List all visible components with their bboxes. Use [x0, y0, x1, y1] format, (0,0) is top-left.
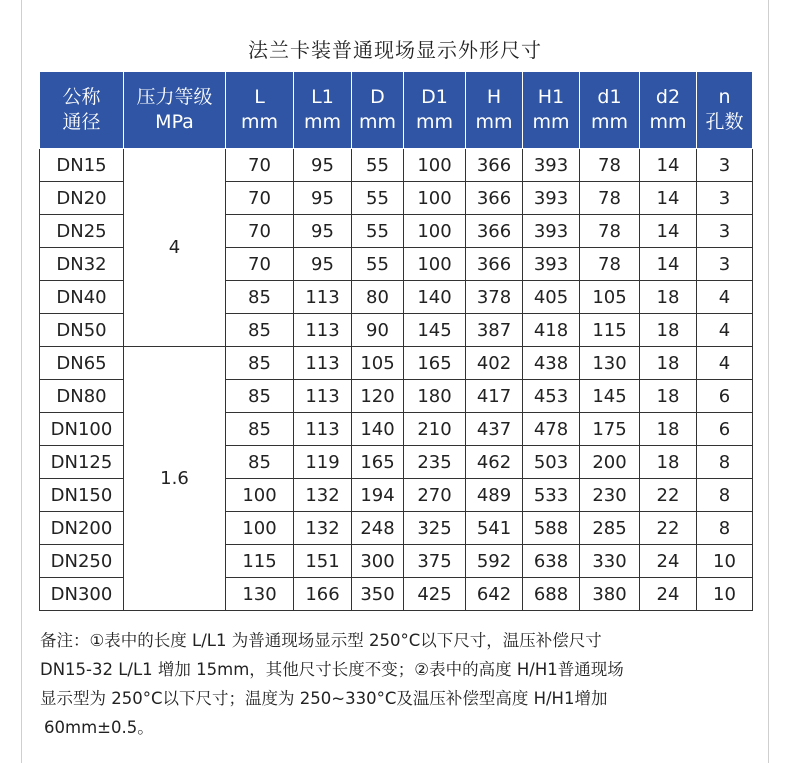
header-H1 [523, 72, 580, 149]
cell-nominal-diameter: DN125 [40, 446, 124, 479]
cell-L1: 95 [294, 215, 352, 248]
cell-L: 115 [226, 545, 294, 578]
header-text: mm [303, 111, 342, 133]
cell-H: 489 [466, 479, 523, 512]
cell-n: 8 [697, 446, 753, 479]
cell-D1: 375 [404, 545, 466, 578]
cell-d2: 14 [640, 215, 697, 248]
cell-H: 462 [466, 446, 523, 479]
cell-L1: 113 [294, 314, 352, 347]
cell-H1: 393 [523, 248, 580, 281]
cell-L: 130 [226, 578, 294, 611]
header-text: mm [649, 111, 687, 133]
cell-d2: 18 [640, 380, 697, 413]
header-n [697, 72, 753, 149]
cell-D: 120 [352, 380, 404, 413]
header-text: L [254, 86, 265, 108]
cell-H1: 405 [523, 281, 580, 314]
cell-D: 350 [352, 578, 404, 611]
cell-d2: 18 [640, 314, 697, 347]
page-title: 法兰卡装普通现场显示外形尺寸 [248, 38, 542, 62]
header-text: mm [358, 111, 397, 133]
left-border-line [21, 0, 22, 763]
header-text: 孔数 [705, 111, 744, 133]
cell-pressure-rating: 4 [124, 149, 226, 347]
cell-L: 70 [226, 149, 294, 182]
cell-D1: 140 [404, 281, 466, 314]
cell-H: 366 [466, 248, 523, 281]
cell-d1: 78 [580, 215, 640, 248]
table-row [40, 149, 753, 182]
cell-H1: 688 [523, 578, 580, 611]
cell-H1: 453 [523, 380, 580, 413]
cell-D: 105 [352, 347, 404, 380]
cell-nominal-diameter: DN150 [40, 479, 124, 512]
cell-d2: 22 [640, 479, 697, 512]
cell-n: 8 [697, 512, 753, 545]
cell-n: 6 [697, 380, 753, 413]
cell-n: 4 [697, 347, 753, 380]
cell-D1: 100 [404, 182, 466, 215]
header-text: H1 [537, 86, 565, 108]
dimension-table [39, 71, 753, 611]
cell-d1: 130 [580, 347, 640, 380]
cell-H: 437 [466, 413, 523, 446]
cell-H1: 418 [523, 314, 580, 347]
cell-nominal-diameter: DN40 [40, 281, 124, 314]
cell-L1: 95 [294, 182, 352, 215]
cell-H1: 638 [523, 545, 580, 578]
cell-D: 300 [352, 545, 404, 578]
header-text: d2 [655, 86, 681, 108]
cell-D: 140 [352, 413, 404, 446]
cell-H: 366 [466, 149, 523, 182]
cell-nominal-diameter: DN20 [40, 182, 124, 215]
header-H [466, 72, 523, 149]
cell-L1: 113 [294, 347, 352, 380]
cell-n: 3 [697, 149, 753, 182]
header-text: D1 [421, 86, 448, 108]
header-text: 压力等级 [136, 86, 213, 108]
cell-nominal-diameter: DN32 [40, 248, 124, 281]
cell-H: 378 [466, 281, 523, 314]
cell-d2: 22 [640, 512, 697, 545]
cell-d1: 145 [580, 380, 640, 413]
cell-n: 4 [697, 281, 753, 314]
cell-d2: 18 [640, 347, 697, 380]
cell-nominal-diameter: DN250 [40, 545, 124, 578]
cell-D1: 100 [404, 215, 466, 248]
cell-d1: 78 [580, 248, 640, 281]
cell-L: 100 [226, 479, 294, 512]
cell-D1: 100 [404, 248, 466, 281]
cell-D: 165 [352, 446, 404, 479]
header-text: mm [415, 111, 454, 133]
cell-d2: 14 [640, 182, 697, 215]
cell-n: 3 [697, 248, 753, 281]
cell-nominal-diameter: DN50 [40, 314, 124, 347]
header-text: d1 [597, 86, 622, 108]
header-text: mm [590, 111, 629, 133]
header-text: 通径 [62, 111, 101, 133]
cell-d1: 78 [580, 149, 640, 182]
cell-D1: 100 [404, 149, 466, 182]
cell-D: 55 [352, 149, 404, 182]
cell-D1: 145 [404, 314, 466, 347]
cell-d1: 380 [580, 578, 640, 611]
cell-d2: 18 [640, 281, 697, 314]
cell-d1: 200 [580, 446, 640, 479]
header-text: MPa [155, 111, 194, 133]
cell-nominal-diameter: DN100 [40, 413, 124, 446]
cell-D1: 425 [404, 578, 466, 611]
header-nominal-diameter [40, 72, 124, 149]
cell-H1: 478 [523, 413, 580, 446]
cell-H1: 393 [523, 182, 580, 215]
cell-H: 592 [466, 545, 523, 578]
header-text: mm [240, 111, 279, 133]
cell-H1: 588 [523, 512, 580, 545]
cell-d2: 24 [640, 545, 697, 578]
header-pressure-rating [124, 72, 226, 149]
header-text: mm [475, 111, 513, 133]
cell-L: 100 [226, 512, 294, 545]
cell-H: 387 [466, 314, 523, 347]
header-d1 [580, 72, 640, 149]
cell-D1: 270 [404, 479, 466, 512]
cell-pressure-rating: 1.6 [124, 347, 226, 611]
cell-D1: 325 [404, 512, 466, 545]
cell-d1: 175 [580, 413, 640, 446]
cell-L: 85 [226, 446, 294, 479]
cell-d2: 14 [640, 248, 697, 281]
table-body [40, 149, 753, 611]
header-text: mm [532, 111, 570, 133]
cell-H: 402 [466, 347, 523, 380]
header-L1 [294, 72, 352, 149]
cell-nominal-diameter: DN25 [40, 215, 124, 248]
cell-d1: 230 [580, 479, 640, 512]
cell-n: 4 [697, 314, 753, 347]
cell-d1: 78 [580, 182, 640, 215]
note-line: 备注：①表中的长度 L/L1 为普通现场显示型 250°C以下尺寸，温压补偿尺寸 [40, 631, 602, 650]
cell-D1: 165 [404, 347, 466, 380]
header-text: n [718, 86, 731, 108]
cell-L: 85 [226, 281, 294, 314]
header-d2 [640, 72, 697, 149]
cell-H: 541 [466, 512, 523, 545]
table-header-row [40, 72, 753, 149]
header-text: 公称 [62, 86, 101, 108]
cell-L1: 132 [294, 512, 352, 545]
table-row [40, 347, 753, 380]
cell-L: 70 [226, 182, 294, 215]
cell-D: 55 [352, 215, 404, 248]
cell-nominal-diameter: DN200 [40, 512, 124, 545]
cell-d1: 115 [580, 314, 640, 347]
cell-d1: 105 [580, 281, 640, 314]
cell-L: 85 [226, 380, 294, 413]
header-text: L1 [311, 86, 334, 108]
cell-n: 3 [697, 182, 753, 215]
cell-L: 70 [226, 248, 294, 281]
note-line: 显示型为 250°C以下尺寸；温度为 250~330°C及温压补偿型高度 H/H1增加 [40, 689, 608, 708]
cell-D: 55 [352, 248, 404, 281]
cell-d2: 18 [640, 446, 697, 479]
header-D [352, 72, 404, 149]
note-line: DN15-32 L/L1 增加 15mm，其他尺寸长度不变；②表中的高度 H/H1普通现场 [40, 660, 624, 679]
cell-D: 248 [352, 512, 404, 545]
cell-D1: 180 [404, 380, 466, 413]
cell-L1: 151 [294, 545, 352, 578]
cell-L1: 166 [294, 578, 352, 611]
cell-d2: 14 [640, 149, 697, 182]
cell-L1: 132 [294, 479, 352, 512]
cell-H: 366 [466, 215, 523, 248]
cell-d2: 18 [640, 413, 697, 446]
right-border-line [768, 0, 769, 763]
cell-D: 55 [352, 182, 404, 215]
cell-nominal-diameter: DN80 [40, 380, 124, 413]
header-L [226, 72, 294, 149]
cell-L: 85 [226, 314, 294, 347]
cell-L1: 113 [294, 413, 352, 446]
header-text: D [370, 86, 385, 108]
cell-L1: 95 [294, 248, 352, 281]
note-block [40, 626, 752, 742]
cell-nominal-diameter: DN300 [40, 578, 124, 611]
cell-L1: 113 [294, 281, 352, 314]
cell-n: 10 [697, 545, 753, 578]
cell-D: 90 [352, 314, 404, 347]
cell-L1: 119 [294, 446, 352, 479]
cell-H1: 533 [523, 479, 580, 512]
cell-L1: 113 [294, 380, 352, 413]
cell-d2: 24 [640, 578, 697, 611]
cell-d1: 285 [580, 512, 640, 545]
cell-L1: 95 [294, 149, 352, 182]
header-D1 [404, 72, 466, 149]
cell-n: 3 [697, 215, 753, 248]
cell-n: 10 [697, 578, 753, 611]
cell-nominal-diameter: DN15 [40, 149, 124, 182]
note-line: 60mm±0.5。 [44, 718, 154, 737]
cell-d1: 330 [580, 545, 640, 578]
cell-D1: 235 [404, 446, 466, 479]
cell-H1: 393 [523, 149, 580, 182]
cell-H1: 393 [523, 215, 580, 248]
cell-H: 366 [466, 182, 523, 215]
cell-D: 80 [352, 281, 404, 314]
cell-H1: 438 [523, 347, 580, 380]
cell-L: 85 [226, 347, 294, 380]
cell-L: 85 [226, 413, 294, 446]
cell-n: 8 [697, 479, 753, 512]
cell-H1: 503 [523, 446, 580, 479]
cell-H: 642 [466, 578, 523, 611]
cell-D: 194 [352, 479, 404, 512]
cell-nominal-diameter: DN65 [40, 347, 124, 380]
header-text: H [486, 86, 502, 108]
cell-D1: 210 [404, 413, 466, 446]
cell-H: 417 [466, 380, 523, 413]
cell-L: 70 [226, 215, 294, 248]
cell-n: 6 [697, 413, 753, 446]
